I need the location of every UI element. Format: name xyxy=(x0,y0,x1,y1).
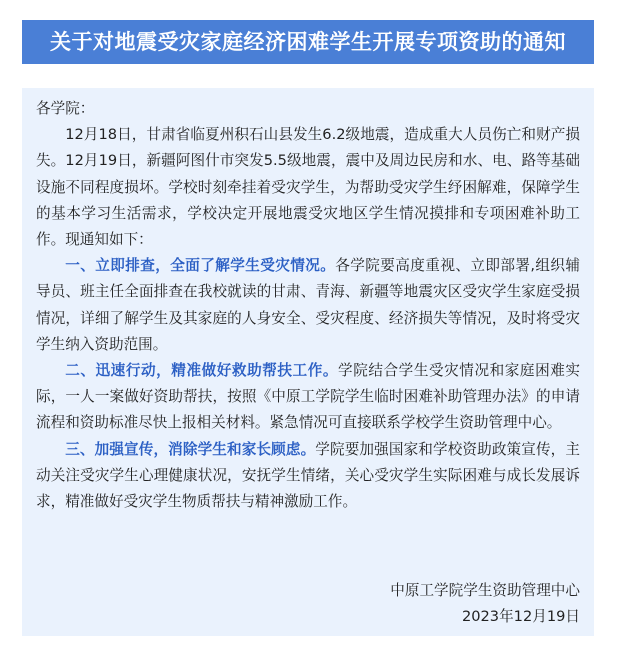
section-3-body: 学院要加强国家和学校资助政策宣传，主动关注受灾学生心理健康状况，安抚学生情绪，关心受灾学生实际困难与成长发展诉求，精准做好受灾学生物质帮扶与精神激励工作。 xyxy=(36,440,580,511)
section-2-body: 学院结合学生受灾情况和家庭困难实际，一人一案做好资助帮扶，按照《中原工学院学生临时困难补助管理办法》的申请流程和资助标准尽快上报相关材料。紧急情况可直接联系学校学生资助管理中心。 xyxy=(36,362,580,432)
notice-body xyxy=(22,88,594,636)
salutation: 各学院： xyxy=(36,100,95,117)
signature-date: 2023年12月19日 xyxy=(461,608,580,625)
notice-title: 关于对地震受灾家庭经济困难学生开展专项资助的通知 xyxy=(22,20,594,64)
signature-block xyxy=(390,578,580,630)
section-3-heading: 三、加强宣传，消除学生和家长顾虑。 xyxy=(65,440,316,458)
section-2-paragraph xyxy=(36,358,580,437)
section-1-body: 各学院要高度重视、立即部署,组织辅导员、班主任全面排查在我校就读的甘肃、青海、新疆等地震灾区受灾学生家庭受损情况，详细了解学生及其家庭的人身安全、受灾程度、经济损失等情况，及时将受灾学生纳入资助范围。 xyxy=(36,257,580,353)
section-3-paragraph xyxy=(36,437,580,516)
signature-organization: 中原工学院学生资助管理中心 xyxy=(390,582,580,599)
intro-paragraph: 12月18日，甘肃省临夏州积石山县发生6.2级地震，造成重大人员伤亡和财产损失。12月19日，新疆阿图什市突发5.5级地震，震中及周边民房和水、电、路等基础设施不同程度损坏。学校时刻牵挂着受灾学生，为帮助受灾学生纾困解难，保障学生的基本学习生活需求，学校决定开展地震受灾地区学生情况摸排和专项困难补助工作。现通知如下： xyxy=(36,126,580,249)
section-1-paragraph xyxy=(36,253,580,358)
section-2-heading: 二、迅速行动，精准做好救助帮扶工作。 xyxy=(65,362,339,380)
section-1-heading: 一、立即排查，全面了解学生受灾情况。 xyxy=(65,257,336,275)
